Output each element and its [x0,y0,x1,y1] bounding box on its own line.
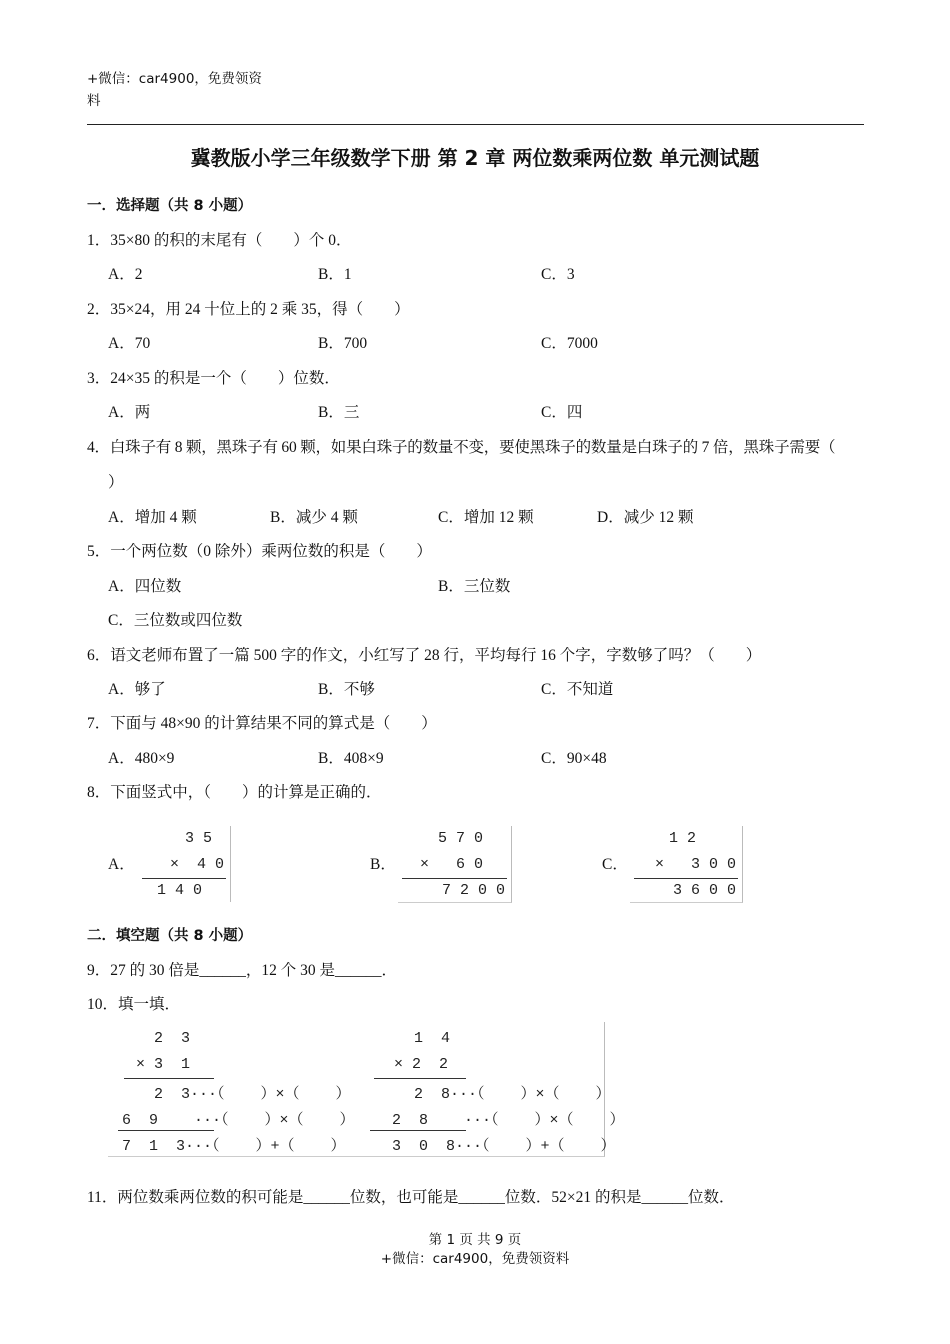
q1-option-b: B．1 [318,266,352,283]
q8-calc-b-rule [402,878,507,879]
q8-calc-c [630,826,743,903]
q3-option-c: C．四 [541,404,583,421]
q8-calc-a-rule [142,878,226,879]
question-11: 11．两位数乘两位数的积可能是______位数，也可能是______位数．52×21 的积是______位数． [87,1189,735,1206]
q8-calc-b-top: 5 7 0 [437,830,483,847]
q8-calc-c-rule [634,878,738,879]
q7-option-b: B．408×9 [318,750,384,767]
q3-option-a: A．两 [108,404,151,421]
q8-calc-a [138,826,231,902]
q8-calc-a-mid: × 4 0 [169,856,224,873]
section-fill-heading: 二．填空题（共 8 小题） [87,928,253,944]
q10-right-row5: 3 0 8···（ ）+（ ） [392,1138,616,1155]
page-title: 冀教版小学三年级数学下册 第 2 章 两位数乘两位数 单元测试题 [190,146,760,170]
q4-option-a: A．增加 4 颗 [108,509,197,526]
q2-option-a: A．70 [108,335,151,352]
question-3: 3．24×35 的积是一个（ ）位数． [87,370,340,387]
q3-option-b: B．三 [318,404,360,421]
q10-left-row1: 2 3 [154,1030,191,1047]
q10-right-row3: 2 8···（ ）×（ ） [414,1086,611,1103]
question-8: 8．下面竖式中，（ ）的计算是正确的． [87,784,382,801]
q6-option-c: C．不知道 [541,681,614,698]
q1-option-a: A．2 [108,266,143,283]
question-10: 10．填一填． [87,996,181,1013]
q10-left-rule1 [124,1078,214,1079]
q8-calc-b-result: 7 2 0 0 [441,882,505,899]
wechat-header [87,68,287,112]
q7-option-a: A．480×9 [108,750,175,767]
question-5: 5．一个两位数（0 除外）乘两位数的积是（ ） [87,543,432,560]
q4-option-b: B．减少 4 颗 [270,509,358,526]
question-4-continued: ） [108,474,124,491]
q10-right-row4: 2 8 ···（ ）×（ ） [392,1112,625,1129]
q8-calc-c-top: 1 2 [668,830,696,847]
q8-option-c-label: C． [602,856,628,873]
header-divider [87,124,864,125]
q5-option-b: B．三位数 [438,578,511,595]
q10-right-row1: 1 4 [414,1030,451,1047]
q8-calc-c-result: 3 6 0 0 [672,882,736,899]
q8-option-b-label: B． [370,856,396,873]
q6-option-b: B．不够 [318,681,375,698]
q10-right-rule1 [374,1078,466,1079]
q2-option-b: B．700 [318,335,368,352]
q10-left-row2: × 3 1 [136,1056,191,1073]
q8-calc-b-mid: × 6 0 [419,856,483,873]
q5-option-c: C．三位数或四位数 [108,612,243,629]
question-7: 7．下面与 48×90 的计算结果不同的算式是（ ） [87,715,437,732]
page-number: 第 1 页 共 9 页 [428,1232,522,1248]
q10-left-row4: 6 9 ···（ ）×（ ） [122,1112,355,1129]
q10-right-rule2 [370,1130,466,1131]
q5-option-a: A．四位数 [108,578,182,595]
section-choice-heading: 一．选择题（共 8 小题） [87,198,253,214]
question-4: 4．白珠子有 8 颗，黑珠子有 60 颗，如果白珠子的数量不变，要使黑珠子的数量是白珠子的 7 倍，黑珠子需要（ [87,439,836,456]
q10-left-rule2 [118,1130,214,1131]
q10-right-row2: × 2 2 [394,1056,449,1073]
q8-calc-c-mid: × 3 0 0 [654,856,736,873]
wechat-line-1: +微信：car4900，免费领资 [87,71,262,87]
q8-option-a-label: A． [108,856,135,873]
wechat-line-2: 料 [87,93,101,109]
q8-calc-a-result: 1 4 0 [156,882,202,899]
q8-calc-a-top: 3 5 [184,830,212,847]
q8-calc-b [398,826,512,903]
q10-left-row5: 7 1 3···（ ）+（ ） [122,1138,346,1155]
q4-option-c: C．增加 12 颗 [438,509,534,526]
q2-option-c: C．7000 [541,335,598,352]
question-2: 2．35×24，用 24 十位上的 2 乘 35，得（ ） [87,301,410,318]
question-9: 9．27 的 30 倍是______，12 个 30 是______． [87,962,398,979]
q10-figure [108,1022,625,1157]
q10-left-row3: 2 3···（ ）×（ ） [154,1086,351,1103]
q1-option-c: C．3 [541,266,575,283]
wechat-footer: +微信：car4900，免费领资料 [380,1251,570,1267]
q7-option-c: C．90×48 [541,750,607,767]
question-1: 1．35×80 的积的末尾有（ ）个 0． [87,232,352,249]
question-6: 6．语文老师布置了一篇 500 字的作文，小红写了 28 行，平均每行 16 个字，字数够了吗？（ ） [87,647,762,664]
q4-option-d: D．减少 12 颗 [597,509,694,526]
q6-option-a: A．够了 [108,681,166,698]
